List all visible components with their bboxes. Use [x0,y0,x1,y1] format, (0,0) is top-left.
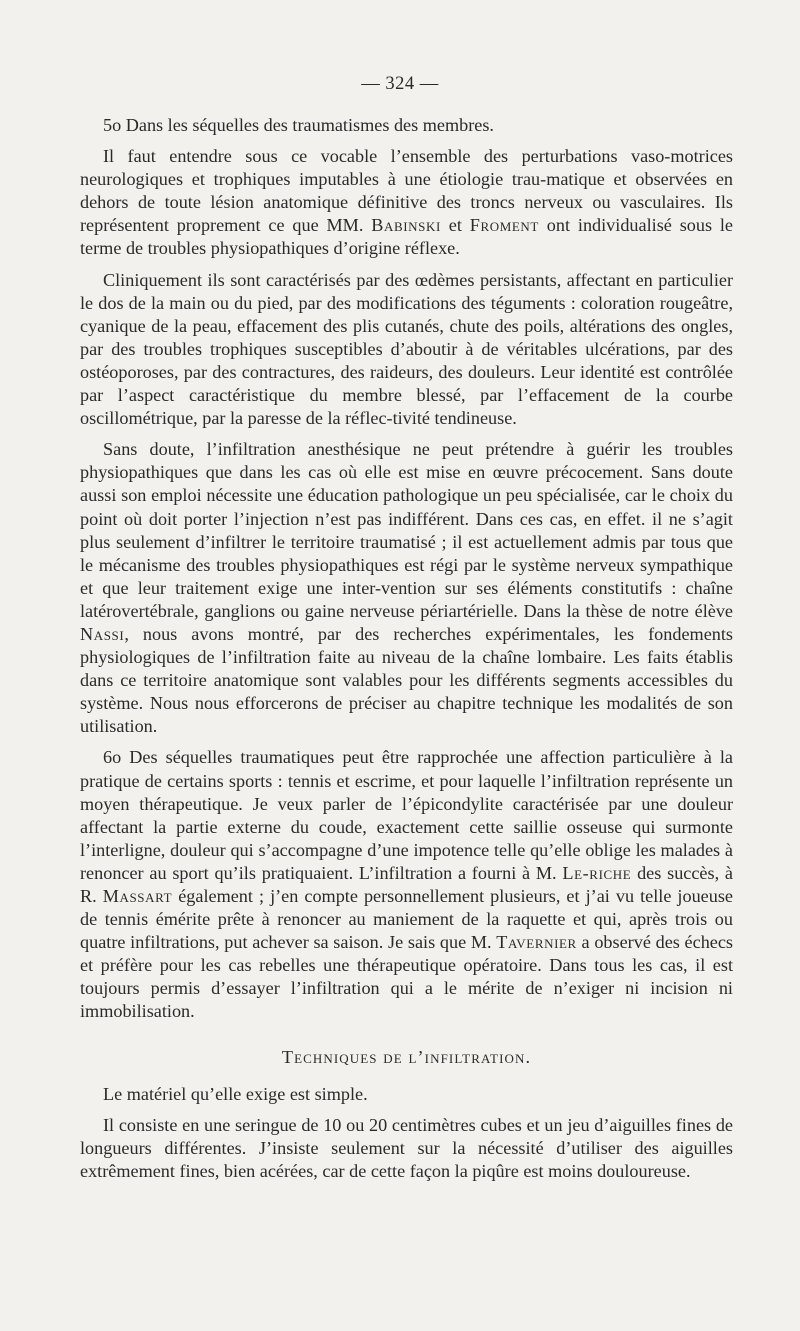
paragraph-epicondylitis-end: a observé des échecs et préfère pour les cas rebelles une thérapeutique opératoire. Dans tous les cas, il est toujours permis d’essayer l’infiltration qui a le mérite de n’exiger ni incision ni immobilisation. [80,932,734,1022]
section-title: Techniques de l’infiltration. [281,1046,532,1067]
paragraph-definition-text: Il faut entendre sous ce vocable l’ensemble des perturbations vaso-motrices neurologiques et trophiques imputables à une étiologie trau-matique et observées en dehors de toute lésion anatomique définitive des troncs nerveux ou vasculaires. Ils représentent proprement ce que MM. [80,146,733,236]
paragraph-definition [80,145,733,260]
paragraph-epicondylitis-mid1: des succès, à R. [80,862,733,906]
paragraph-epicondylitis [80,746,733,1023]
paragraph-epicondylitis-text: 6o Des séquelles traumatiques peut être rapprochée une affection particulière à la pratique de certains sports : tennis et escrime, et pour laquelle l’infiltration représente un moyen thérapeutique. Je veux parler de l’épicondylite caractérisée par une douleur affectant la partie externe du coude, exactement cette saillie osseuse qui surmonte l’interligne, douleur qui s’accompagne d’une impotence telle qu’elle oblige les malades à renoncer au sport qu’ils pratiquaient. L’infiltration a fourni à M. [80,747,733,883]
name-tavernier: Tavernier [496,932,577,953]
paragraph-material: Le matériel qu’elle exige est simple. [103,1083,368,1104]
paragraph-epicondylitis-mid2: également ; j’en compte personnellement plusieurs, et j’ai vu telle joueuse de tennis émérite prête à renoncer au maniement de la raquette et qui, après trois ou quatre infiltrations, put achever sa saison. Je sais que M. [80,886,733,953]
name-froment: Froment [469,215,539,236]
page-number: — 324 — [361,74,439,94]
paragraph-infiltration-text: Sans doute, l’infiltration anesthésique ne peut prétendre à guérir les troubles physiopathiques que dans les cas où elle est mise en œuvre précocement. Sans doute aussi son emploi nécessite une éducation pathologique un peu spécialisée, car le choix du point où doit porter l’injection n’est pas indifférent. Dans ces cas, en effet. il ne s’agit plus seulement d’infiltrer le territoire traumatisé ; il est actuellement admis par tous que le mécanisme des troubles physiopathiques est régi par le système nerveux sympathique et que leur traitement exige une inter-vention sur ses éléments constitutifs : chaîne latérovertébrale, ganglions ou gaine nerveuse périartérielle. Dans la thèse de notre élève [80,439,733,621]
paragraph-definition-end: ont individualisé sous le terme de troubles physiopathiques d’origine réflexe. [80,215,734,259]
paragraph-infiltration [80,438,733,738]
paragraph-infiltration-end: , nous avons montré, par des recherches expérimentales, les fondements physiologiques de l’infiltration faite au niveau de la chaîne lombaire. Les faits établis dans ce territoire anatomique sont valables pour les différents segments accessibles du système. Nous nous efforcerons de préciser au chapitre technique les modalités de son utilisation. [80,623,733,737]
paragraph-5-heading: 5o Dans les séquelles des traumatismes des membres. [103,115,494,135]
paragraph-definition-mid: et [440,215,470,236]
body-text [80,114,733,1191]
name-babinski: Babinski [371,215,441,236]
name-massart: Massart [102,886,173,906]
name-leriche: Le-riche [562,862,632,883]
paragraph-syringe: Il consiste en une seringue de 10 ou 20 centimètres cubes et un jeu d’aiguilles fines de longueurs différentes. J’insiste seulement sur la nécessité d’utiliser des aiguilles extrêmement fines, bien acérées, car de cette façon la piqûre est moins douloureuse. [80,1114,733,1181]
name-nassi: Nassi [80,623,125,644]
paragraph-clinical: Cliniquement ils sont caractérisés par des œdèmes persistants, affectant en particulier le dos de la main ou du pied, par des modifications des téguments : coloration rougeâtre, cyanique de la peau, effacement des plis cutanés, chute des poils, altérations des ongles, par des troubles trophiques susceptibles d’aboutir à de véritables ulcérations, par des ostéoporoses, par des contractures, des raideurs, des douleurs. Leur identité est contrôlée par l’aspect caractéristique du membre blessé, par l’effacement de la courbe oscillométrique, par la paresse de la réflec-tivité tendineuse. [80,269,733,429]
